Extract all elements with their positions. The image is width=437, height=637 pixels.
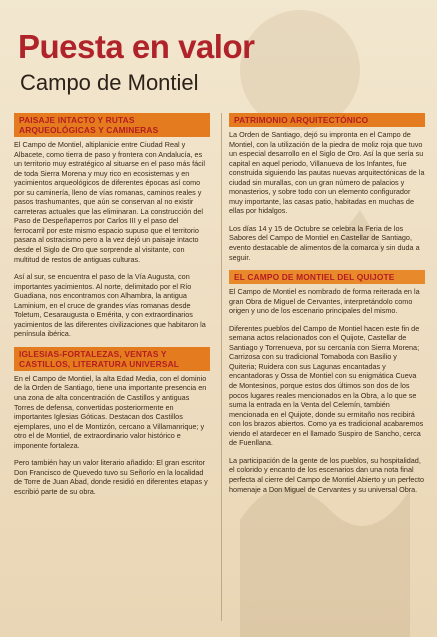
paragraph: La participación de la gente de los pueblos, su hospitalidad, el colorido y encanto de los escenarios dan una nota final perfecta al cierre del Campo de Montiel Abierto y un perfecto homenaje a Don Miguel de Cervantes y su universal Obra. bbox=[229, 455, 425, 494]
paragraph: La Orden de Santiago, dejó su impronta en el Campo de Montiel, con la utilización de la piedra de moliz roja que tuvo un especial desarrollo en el Siglo de Oro. Así la que sería su capital en aquel periodo, Villanueva de los Infantes, fue construida siguiendo las pautas nuevas arquitectónicas de la ciudad sin murallas, con un gran número de palacios y monasterios, y sobre todo con un elemento configurador muy importante, las casas patio, habitadas en muchas de ellas por hidalgos. bbox=[229, 130, 425, 216]
paragraph: Así al sur, se encuentra el paso de la Vía Augusta, con importantes yacimientos. Al norte, delimitado por el Río Guadiana, nos encontramos con Alhambra, la antigua Laminium, en el cruce de grandes vías romanas desde Toletum, Cesaraugusta o Emérita, y con extraordinarios yacimientos de las diferentes civilizaciones que habitaron la península ibérica. bbox=[14, 272, 206, 339]
paragraph: Pero también hay un valor literario añadido: El gran escritor Don Francisco de Quevedo tuvo su Señorío en la localidad de Torre de Juan Abad, donde residió en diferentes etapas y escribió parte de su obra. bbox=[14, 458, 208, 496]
paragraph: El Campo de Montiel, altiplanicie entre Ciudad Real y Albacete, como tierra de paso y frontera con Andalucía, es un territorio muy estratégico al situarse en el paso más fácil de toda Sierra Morena y muy rico en ecosistemas y en yacimientos arqueológicos de diferentes épocas así como por su caminería, lleno de vías romanas, caminos reales y pasos trashumantes, que aún se conservan al no existir carreteras actuales que las eliminaran. La construcción del Paso de Despeñaperros por Carlos III y el paso del ferrocarril por este mismo espacio supuso que el territorio pasara al ostracismo pero a la vez dejó un paisaje intacto desde el Siglo de Oro que sorprende al visitante, con multitud de restos de antiguas culturas. bbox=[14, 140, 206, 264]
paragraph: Los días 14 y 15 de Octubre se celebra la Feria de los Sabores del Campo de Montiel en Castellar de Santiago, evento destacable de alimentos de la comarca y sin duda a seguir. bbox=[229, 223, 420, 262]
left-column bbox=[14, 113, 210, 505]
paragraph: El Campo de Montiel es nombrado de forma reiterada en la gran Obra de Miguel de Cervantes, interpretándolo como origen y uno de los escenario principales del mismo. bbox=[229, 287, 420, 316]
section-heading-quijote: EL CAMPO DE MONTIEL DEL QUIJOTE bbox=[229, 270, 425, 284]
section-heading-paisaje: PAISAJE INTACTO Y RUTAS ARQUEOLÓGICAS Y CAMINERAS bbox=[14, 113, 210, 137]
page-title: Puesta en valor bbox=[18, 28, 255, 65]
paragraph: En el Campo de Montiel, la alta Edad Media, con el dominio de la Orden de Santiago, tiene una importante presencia en una zona de alta concentración de Castillos y antiguas Torres de defensa, convertidas posteriormente en importantes Iglesias Góticas. Destacan dos Castillos ejemplares, uno el de Montizón, cercano a Villamanrique; y otro el de Montiel, de extraordinario valor histórico e imponente fortaleza. bbox=[14, 373, 207, 450]
section-heading-patrimonio: PATRIMONIO ARQUITECTÓNICO bbox=[229, 113, 425, 127]
paragraph: Diferentes pueblos del Campo de Montiel hacen este fin de semana actos relacionados con el Quijote, Castellar de Santiago y Torrenueva, por su cercanía con Sierra Morena; Carrizosa con su tradicional Tomaboda con Basilio y Quiteria; Ruidera con sus Lagunas encantadas y encantadoras y Ossa de Montiel con su enigmática Cueva de Montesinos, porque estos dos últimos son dos de los pocos lugares reales mencionados en la Obra, a lo que se suma la entrada en la Venta del Celemín, también mencionada en el Quijote, donde su ermitaño nos recibirá con los brazos abiertos. Como ya es tradicional acabaremos viendo el atardecer en el llamado Suspiro de Sancho, cerca de Fuenllana. bbox=[229, 323, 424, 448]
section-heading-iglesias: IGLESIAS-FORTALEZAS, VENTAS Y CASTILLOS, LITERATURA UNIVERSAL bbox=[14, 347, 210, 371]
right-column bbox=[229, 113, 425, 502]
page-subtitle: Campo de Montiel bbox=[20, 70, 199, 95]
